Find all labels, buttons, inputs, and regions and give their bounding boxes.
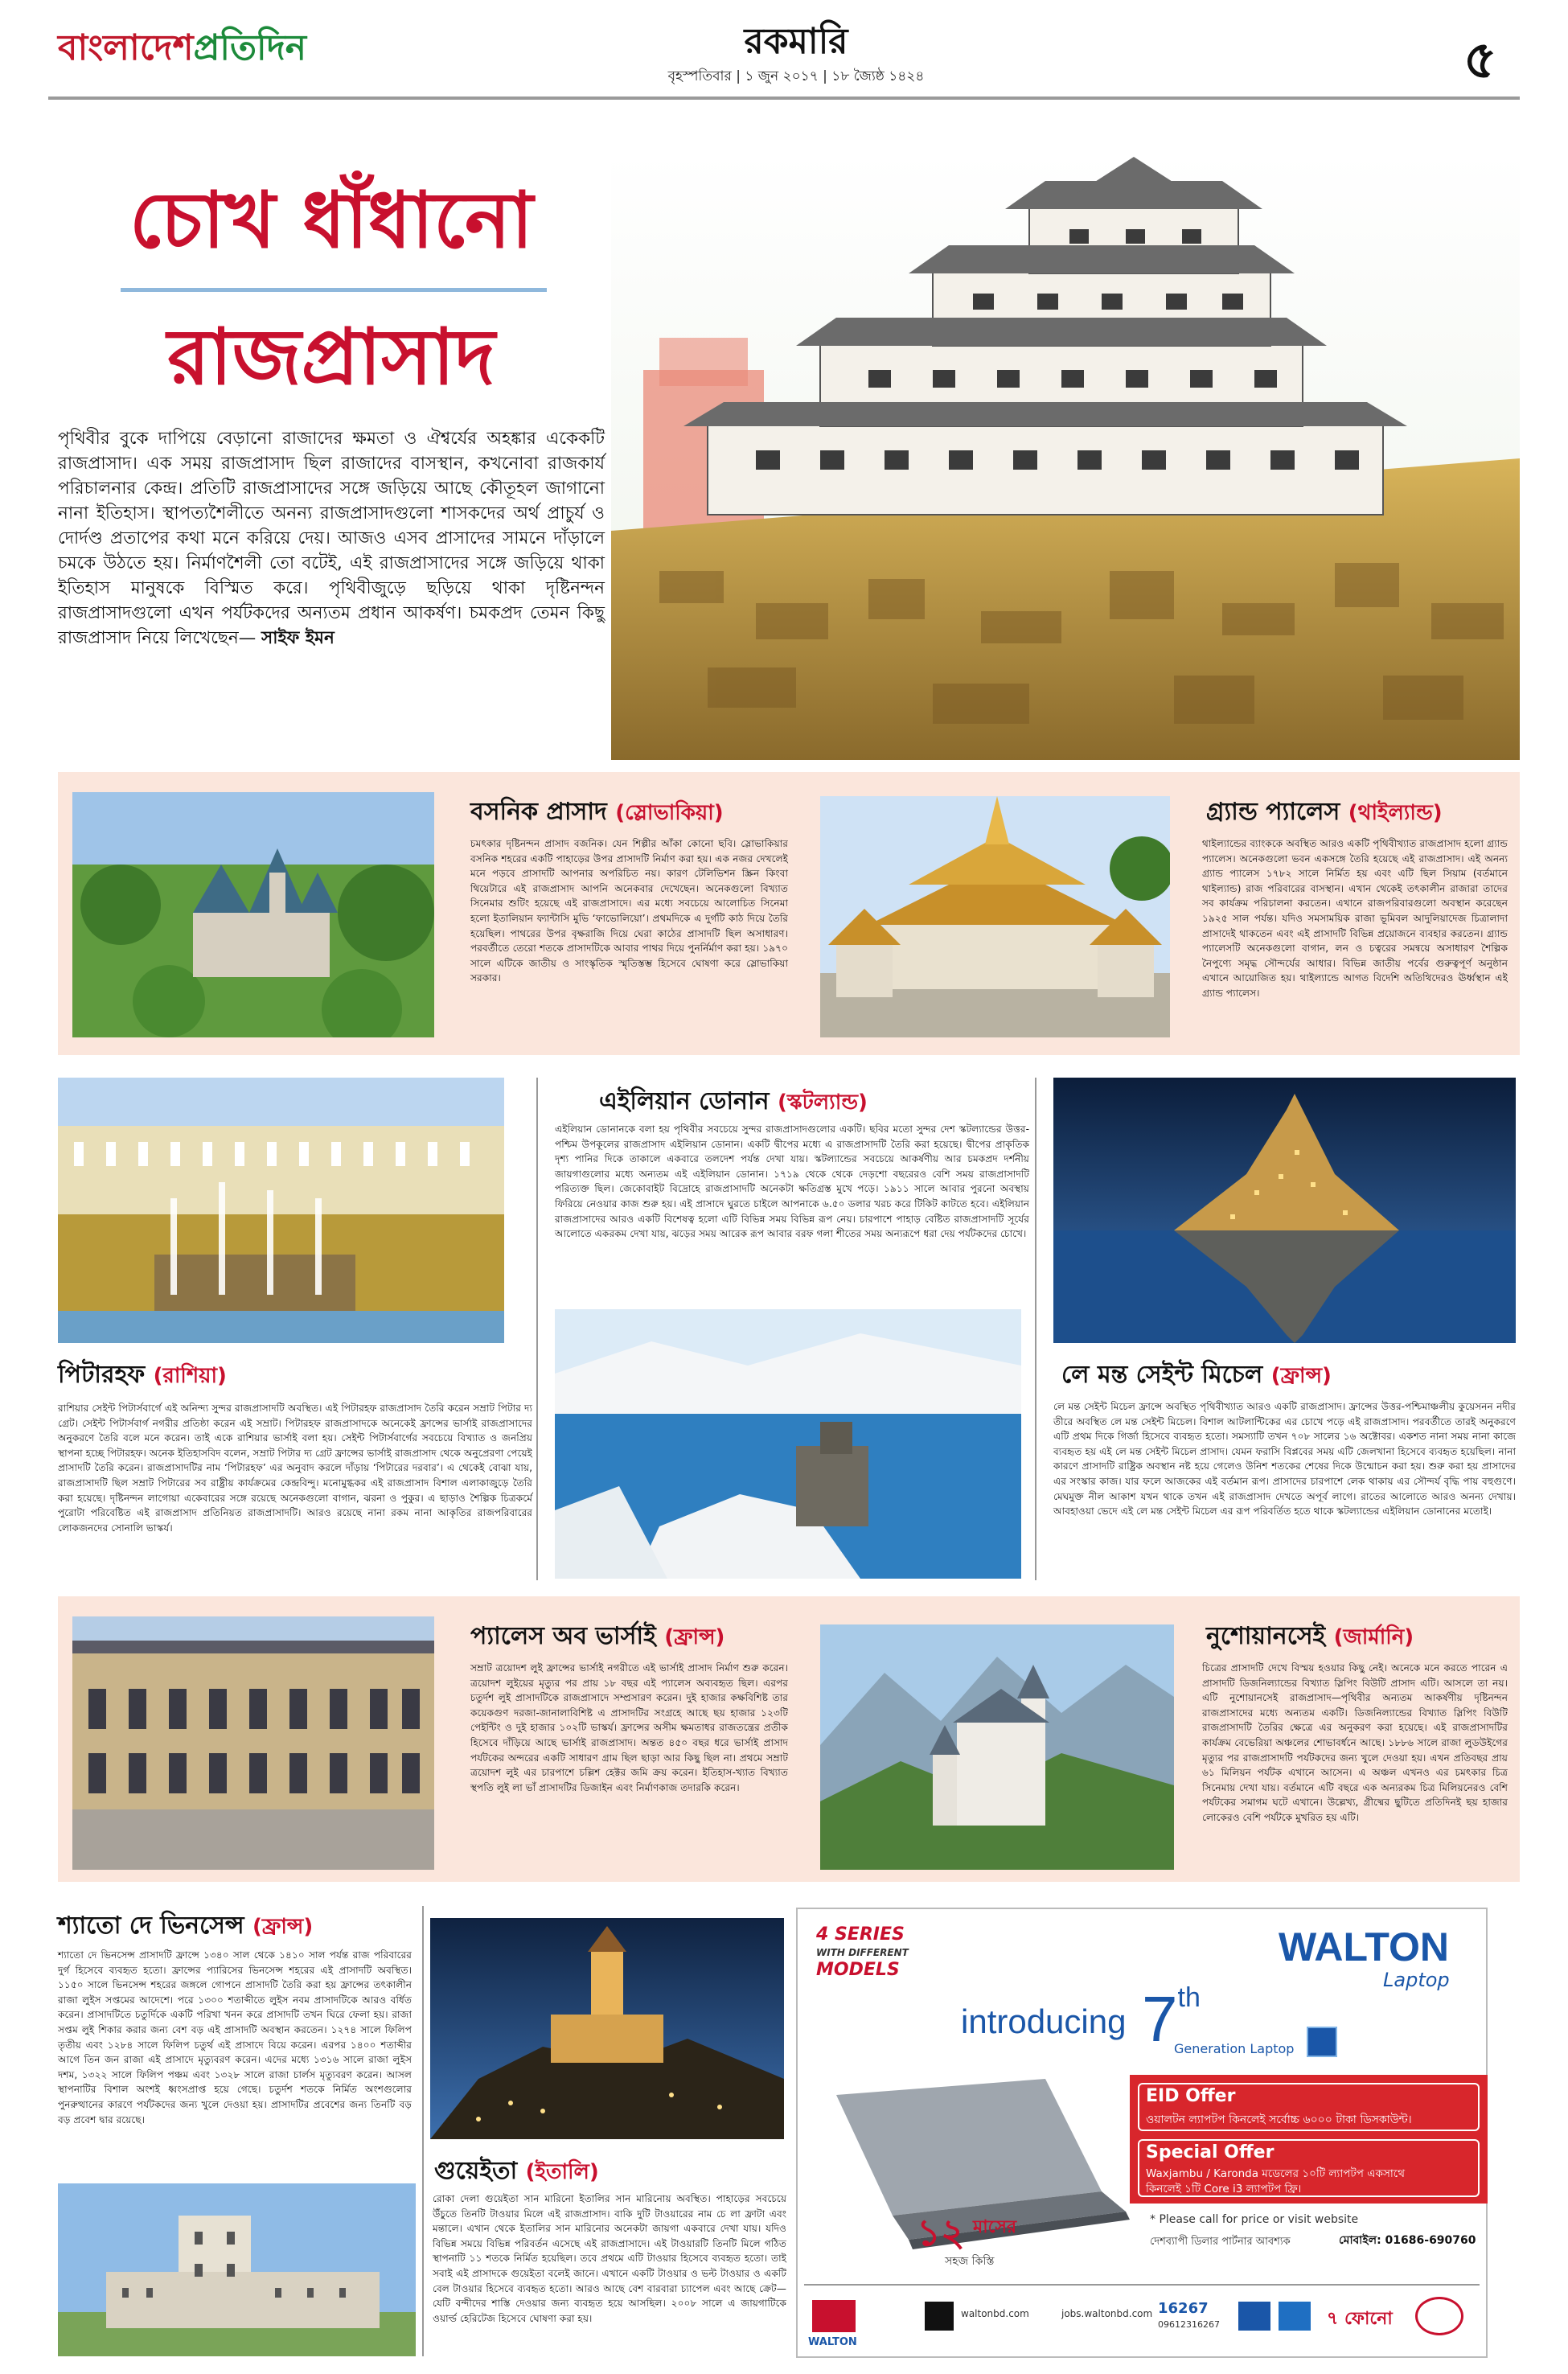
hotline-alt: 09612316267 [1158, 2319, 1220, 2330]
peterhof-image [58, 1078, 504, 1343]
column-divider [536, 1078, 538, 1580]
vincennes-image [58, 2183, 416, 2356]
mobile-number: মোবাইল: 01686-690760 [1339, 2234, 1476, 2247]
bojnice-text: চমৎকার দৃষ্টিনন্দন প্রাসাদ বজনিক। যেন শিল্পীর আঁকা কোনো ছবি। স্লোভাকিয়ার বসনিক শহরের একটি পাহাড়ের উপর প্রাসাদটি নির্মাণ করা হয়। এক নজর দেখলেই মনে পড়বে প্রাসাদটি আপনার অপরিচিত নয়। কারণ টেলিভিশন স্ক্রিন কিংবা থিয়েটারে এই রাজপ্রাসাদ আপনি অনেকবার দেখেছেন। অনেকগুলো বিখ্যাত সিনেমার শুটিং হয়েছে এই রাজপ্রাসাদে। এর মধ্যে সবচেয়ে আলোচিত সিনেমা হলো ইতালিয়ান ফ্যান্টাসি মুভি ‘ফাভোলিয়ো’। প্রথমদিকে এ দুর্গটি কাঠ দিয়ে তৈরি হয়েছিল। পাথরের উপর বৃক্ষরাজি দিয়ে ঘেরা কাঠের প্রাসাদটি ছিল অসাধারণ। পরবর্তীতে তেরো শতকে প্রাসাদটিকে আবার পাথর দিয়ে পুনর্নির্মাণ করা হয়। ১৯৭০ সালে এটিকে জাতীয় ও সাংস্কৃতিক স্মৃতিস্তম্ভ হিসেবে ঘোষণা করে স্লোভাকিয়া সরকার। [470, 838, 788, 984]
mont-saint-michel-image [1053, 1078, 1516, 1343]
column-divider [1035, 1078, 1036, 1580]
generation-text: Generation Laptop [1174, 2041, 1295, 2056]
mont-text: লে মন্ত সেইন্ট মিচেল ফ্রান্সে অবস্থিত পৃথিবীখ্যাত আরও একটি রাজপ্রাসাদ। ফ্রান্সের উত্তর-পশ্চিমাঞ্চলীয় কুয়েসনন নদীর তীরে অবস্থিত লে মন্ত সেইন্ট মিচেল। বিশাল আটলান্টিকের এর চোখে পড়ে এই রাজপ্রাসাদ। পরবর্তীতে তারই অনুকরণে এটি প্রথম দিকে গির্জা হিসেবে ব্যবহৃত হতো। সমস্যাটি তখন ৭০৮ সালের ১৬ অক্টোবর। একশত নানা সময় নানা কাজে ব্যবহৃত হয় এই লে মন্ত সেইন্ট মিচেল প্রাসাদ। যেমন ফরাসি বিপ্লবের সময় এটি জেলখানা হিসেবে ব্যবহৃত হয়েছিল। নানা কারণে প্রাসাদটি রাষ্ট্রিক অবস্থান নষ্ট হয়ে গেলেও উনিশ শতকের শেষের দিকে উন্মোচন করা হয়। শুরু করা হয় প্রাসাদের এর সংস্কার কাজ। যার ফলে আজকের এই বর্তমান রূপ। প্রাসাদের চারপাশে লেক থাকায় এর সৌন্দর্য বৃদ্ধি পায় বহুগুণে। মেঘমুক্ত নীল আকাশ যখন থাকে তখন এই রাজপ্রাসাদ দেখতে অপূর্ব লাগে। রাতের আলোতে আরও অনন্য দেখায়। আবহাওয়া ভেদে এই লে মন্ত সেইন্ট মিচেল এর রূপ পরিবর্তিত হতে থাকে স্কটল্যান্ডের এইলিয়ান ডোনানের মতোই। [1053, 1401, 1516, 1518]
bojnice-title: বসনিক প্রাসাদ (স্লোভাকিয়া) [470, 798, 724, 826]
eilean-title: এইলিয়ান ডোনান (স্কটল্যান্ড) [599, 1087, 868, 1115]
partner-logo: ৭ ফোনো [1327, 2309, 1393, 2329]
call-note: * Please call for price or visit website [1150, 2213, 1359, 2226]
walton-footer-logo-icon [812, 2300, 856, 2332]
website: waltonbd.com [961, 2308, 1029, 2319]
warranty-number: ১২ [917, 2211, 965, 2254]
special-offer-title: Special Offer [1146, 2142, 1275, 2162]
guaita-title: গুয়েইতা (ইতালি) [434, 2157, 599, 2185]
hotline: 16267 [1158, 2300, 1209, 2317]
column-divider [422, 1906, 424, 2356]
warranty-sub: সহজ কিস্তি [945, 2255, 995, 2268]
anniversary-badge-icon [1415, 2297, 1463, 2335]
seventh-numeral: 7th [1142, 1982, 1201, 2055]
headline-divider [121, 288, 547, 292]
laptop-icon [804, 2079, 1138, 2252]
jobs-website: jobs.waltonbd.com [1061, 2308, 1153, 2319]
mont-title: লে মন্ত সেইন্ট মিচেল (ফ্রান্স) [1061, 1361, 1332, 1389]
vincennes-title: শ্যাতো দে ভিনসেন্স (ফ্রান্স) [58, 1912, 314, 1940]
introducing-text: introducing [961, 2002, 1127, 2040]
intro-paragraph: পৃথিবীর বুকে দাপিয়ে বেড়ানো রাজাদের ক্ষমতা ও ঐশ্বর্যের অহঙ্কার একেকটি রাজপ্রাসাদ। এক সময় রাজপ্রাসাদ ছিল রাজাদের বাসস্থান, কখনোবা রাজকার্য পরিচালনার কেন্দ্র। প্রতিটি রাজপ্রাসাদের সঙ্গে জড়িয়ে আছে কৌতূহল জাগানো নানা ইতিহাস। স্থাপত্যশৈলীতে অনন্য রাজপ্রাসাদগুলো শাসকদের অর্থ প্রাচুর্য ও দোর্দণ্ড প্রতাপের কথা মনে করিয়ে দেয়। আজও এসব প্রাসাদের সামনে দাঁড়ালে চমকে উঠতে হয়। নির্মাণশৈলী তো বটেই, এই রাজপ্রাসাদের সঙ্গে জড়িয়ে থাকা ইতিহাস মানুষকে বিস্মিত করে। পৃথিবীজুড়ে ছড়িয়ে থাকা দৃষ্টিনন্দন রাজপ্রাসাদগুলো এখন পর্যটকদের অন্যতম প্রধান আকর্ষণ। চমকপ্রদ তেমন কিছু রাজপ্রাসাদ নিয়ে লিখেছেন— সাইফ ইমন [58, 429, 605, 648]
ad-series-badge: 4 SERIES WITH DIFFERENT MODELS [816, 1924, 909, 1980]
dealer-note: দেশব্যাপী ডিলার পার্টনার আবশ্যক [1150, 2236, 1291, 2248]
peterhof-title: পিটারহফ (রাশিয়া) [58, 1361, 227, 1389]
guaita-text: রোকা দেলা গুয়েইতা সান মারিনো ইতালির সান মারিনোয় অবস্থিত। পাহাড়ের সবচেয়ে উঁচুতে তিনটি টাওয়ার মিলে এই রাজপ্রাসাদ। বাকি দুটি টাওয়ারের নাম চে লা ফ্রাটা এবং মন্তালে। এখান থেকে ইতালির সান মারিনোর অনেকটা জায়গা একবারে দেখা যায়। যদিও বিভিন্ন সময়ে বিভিন্ন পরিবর্তন এসেছে এই রাজপ্রাসাদে। এই টাওয়ারটি তিনটি মিলে গঠিত স্থাপনাটি ১১ শতকে নির্মিত হয়েছিল। তবে প্রথমে এটি টাওয়ার হিসেবে ব্যবহৃত হতো। তাই সবাই এই প্রাসাদকে গুয়েইতা বলেই জানে। এখানে একটি টাওয়ার ও ভল্ট টাওয়ার ও একটি বেল টাওয়ার হিসেবে ব্যবহৃত হতো। আরও আছে বেশ বারবারা চ্যাপেল এবং আছে ক্রেট—যেটি বন্দীদের শাস্তি দেওয়ার জন্য ব্যবহৃত হয়ে আসছিল। ২০০৮ সালে এ জায়গাটিকে ওয়ার্ল্ড হেরিটেজ হিসেবে ঘোষণা করা হয়। [433, 2193, 786, 2324]
peterhof-text: রাশিয়ার সেইন্ট পিটার্সবার্গে এই অনিন্দ্য সুন্দর রাজপ্রাসাদটি অবস্থিত। এই পিটারহফ রাজপ্রাসাদ তৈরি করেন সম্রাট পিটার দ্য গ্রেট। সেইন্ট পিটার্সবার্গ নগরীর প্রতিষ্ঠা করেন এই সম্রাট। পিটারহফ রাজপ্রাসাদকে অনেকেই ফ্রান্সের ভার্সাই রাজপ্রাসাদের অনুকরণে তৈরি বলে মনে করেন। তাই একে রাশিয়ার ভার্সাই বলা হয়। সেইন্ট পিটার্সবার্গের সবচেয়ে বিখ্যাত ও জনপ্রিয় স্থাপনা হচ্ছে পিটারহফ। অনেক ইতিহাসবিদ বলেন, সম্রাট পিটার দ্য গ্রেট ফ্রান্সের ভার্সাই রাজপ্রাসাদ থেকে অনুপ্রেরণা পেয়েই প্রাসাদটি তৈরি করেন। রাজপ্রাসাদটির নাম ‘পিটারহফ’ এর অনুবাদ করলে দাঁড়ায় ‘পিটারের দরবার’। এ থেকেই বোঝা যায়, রাজপ্রাসাদটি ছিল সম্রাট পিটারের সব রাষ্ট্রীয় কার্যক্রমের কেন্দ্রবিন্দু। মনোমুগ্ধকর এই রাজপ্রাসাদ বিশাল এলাকাজুড়ে তৈরি করা হয়েছে। দৃষ্টিনন্দন লাগোয়া একেবারের সঙ্গে রয়েছে অনেকগুলো বাগান, ঝরনা ও পুকুর। এ ছাড়াও শৈল্পিক চিত্রকর্মে পুরোটা পরিবেষ্টিত এই রাজপ্রাসাদ প্রতিনিয়ত রাজপ্রাসাদটি। আরও রয়েছে নানা রকম নানা আকৃতির রাজপরিবারের লোকজনদের সোনালি ভাস্কর্য। [58, 1403, 532, 1534]
neuschwanstein-image [820, 1624, 1174, 1870]
intel-footer-icon [1238, 2302, 1270, 2331]
issue-date: বৃহস্পতিবার | ১ জুন ২০১৭ | ১৮ জ্যৈষ্ঠ ১৪২৪ [667, 68, 925, 84]
headline-line1: চোখ ধাঁধানো [129, 175, 534, 265]
page-number: ৫ [1463, 31, 1497, 90]
hero-castle-image [611, 153, 1520, 760]
walton-logo: WALTON [1279, 1924, 1450, 1969]
guaita-image [430, 1918, 784, 2139]
eilean-text: এইলিয়ান ডোনানকে বলা হয় পৃথিবীর সবচেয়ে সুন্দর রাজপ্রাসাদগুলোর একটি। ছবির মতো সুন্দর দেশ স্কটল্যান্ডের উত্তর-পশ্চিম উপকূলের রাজপ্রাসাদ এইলিয়ান ডোনান। একটি দ্বীপের মধ্যে এ রাজপ্রাসাদটি তৈরি করা হয়েছে। দ্বীপের প্রাকৃতিক দৃশ্য পানির দিকে তাকালে একবারে তলদেশ পর্যন্ত দেখা যায়। স্কটল্যান্ডের সবচেয়ে আকর্ষণীয় আর চমকপ্রদ দর্শনীয় জায়গাগুলোর মধ্যে অন্যতম এই এইলিয়ান ডোনান। ১৭১৯ থেকে থেকে দেড়শো বছরেরও বেশি সময় রাজপ্রাসাদটি পরিত্যক্ত ছিল। জেকোবাইট বিদ্রোহে রাজপ্রাসাদটি অনেকটা ক্ষতিগ্রস্ত মুখে পড়ে। ১৯১১ সালে আবার পুরনো অবস্থায় ফিরিয়ে নেওয়ার কাজ শুরু হয়। এই প্রাসাদে ঘুরতে চাইলে আপনাকে ৬.৫০ ডলার খরচ করে টিকিট কাটতে হবে। এইলিয়ান রাজপ্রাসাদের আরও একটি বিশেষত্ব হলো এটি বিভিন্ন সময় বিভিন্ন রূপ নেয়। চারপাশে পাহাড় বেষ্টিত রাজপ্রাসাদটি সূর্যের আলোতে একরকম দেখা যায়, ঝড়ের সময় আরেক রূপ আবার বরফ গলা শীতের সময় অন্যরূপে ধরা দেয় পর্যটকদের চোখে। [555, 1123, 1029, 1240]
bojnice-castle-image [72, 792, 434, 1037]
versailles-title: প্যালেস অব ভার্সাই (ফ্রান্স) [470, 1622, 725, 1650]
versailles-text: সম্রাট ত্রয়োদশ লুই ফ্রান্সের ভার্সাই নগরীতে এই ভার্সাই প্রাসাদ নির্মাণ শুরু করেন। ত্রয়োদশ লুইয়ের মৃত্যুর পর প্রায় ১৮ বছর এই প্যালেস অব্যবহৃত ছিল। এরপর চতুর্দশ লুই প্রাসাদটিকে রাজপ্রাসাদে সম্প্রসারণ করেন। দুই হাজার কক্ষবিশিষ্ট তার কয়েকগুণ দরজা-জানালাবিশিষ্ট এ প্রাসাদটির সংগ্রহে আছে ছয় হাজার ১২৩টি পেইন্টিং ও দুই হাজার ১০২টি ভাস্কর্য। ফ্রান্সের অসীম ক্ষমতাধর রাজতন্ত্রের প্রতীক হিসেবে দাঁড়িয়ে আছে ভার্সাই রাজপ্রাসাদ। অন্তত ৪৫০ বছর ধরে ভার্সাই প্রাসাদ পর্যটকের অন্দরের একটি সাধারণ গ্রাম ছিল ছাড়া আর কিছু ছিল না। প্রথমে সম্রাট ত্রয়োদশ লুই এর চারপাশে চল্লিশ হেক্টর জমি ক্রয় করেন। ইতিহাস-খ্যাত বিখ্যাত স্থপতি লুই লা ভাঁ প্রাসাদটির ডিজাইন এবং নির্মাণকাজ তদারকি করেন। [470, 1662, 788, 1793]
walton-footer-brand: WALTON [808, 2336, 857, 2348]
eilean-donan-image [555, 1309, 1021, 1579]
intel-badge-icon [1307, 2027, 1337, 2057]
neuschwanstein-title: নুশোয়ানসেই (জার্মানি) [1206, 1622, 1414, 1650]
masthead-rule [48, 97, 1520, 100]
newspaper-brand: বাংলাদেশপ্রতিদিন [58, 27, 306, 68]
headline-line2: রাজপ্রাসাদ [167, 311, 495, 402]
grand-palace-text: থাইল্যান্ডের ব্যাংককে অবস্থিত আরও একটি পৃথিবীখ্যাত রাজপ্রাসাদ হলো গ্র্যান্ড প্যালেস। অনেকগুলো ভবন একসঙ্গে তৈরি হয়েছে এই রাজপ্রাসাদ। এই অনন্য গ্র্যান্ড প্যালেস ১৭৮২ সালে নির্মিত হয় এবং এটি ছিল সিয়াম (বর্তমানে থাইল্যান্ড) রাজ পরিবারের বাসস্থান। এখান থেকেই তৎকালীন রাজারা তাদের সব কার্যক্রম পরিচালনা করতেন। এখানে রাজপরিবারগুলো অবস্থান করেছেন ১৯২৫ সাল পর্যন্ত। যদিও সমসাময়িক রাজা ভূমিবল আদুলিয়াদেজ চিত্রালাদা প্রাসাদেই থাকতেন এবং এই প্রাসাদটি বিভিন্ন প্রয়োজনে ব্যবহার করতেন। গ্র্যান্ড প্যালেসটি অনেকগুলো বাগান, লন ও চত্বরের সমন্বয়ে অসাধারণ শৈল্পিক নৈপুণ্যে সমৃদ্ধ সৌন্দর্যের আধার। বিভিন্ন জাতীয় পর্বের গুরুত্বপূর্ণ অনুষ্ঠান এখানে আয়োজিত হয়। থাইল্যান্ডে আগত বিদেশি অতিথিদেরও ঊর্ধ্বস্থান এই গ্র্যান্ড প্যালেস। [1202, 838, 1508, 999]
grand-palace-title: গ্র্যান্ড প্যালেস (থাইল্যান্ড) [1206, 798, 1443, 826]
eid-offer-text: ওয়ালটন ল্যাপটপ কিনলেই সর্বোচ্চ ৬০০০ টাকা ডিসকাউন্ট। [1146, 2113, 1412, 2126]
ad-footer-rule [804, 2284, 1480, 2286]
neuschwanstein-text: চিত্রের প্রাসাদটি দেখে বিস্ময় হওয়ার কিছু নেই। অনেকে মনে করতে পারেন এ প্রাসাদটি ডিজনিল্যান্ডের বিখ্যাত স্লিপিং বিউটি প্রাসাদ এটি। আসলে তা নয়। এটি নুশোয়ানসেই রাজপ্রাসাদ—পৃথিবীর অন্যতম আকর্ষণীয় দৃষ্টিনন্দন রাজপ্রাসাদের মধ্যে অন্যতম একটি। ডিজনিল্যান্ডের বিখ্যাত স্লিপিং বিউটি রাজপ্রাসাদটি তৈরির ক্ষেত্রে এর অনুকরণ করা হয়েছে। এই রাজপ্রাসাদটির কার্যক্রম বেভেরিয়া অঞ্চলের শোভাবর্ধনে আছে। ১৮৮৬ সালে রাজা লুডউইগের মৃত্যুর পর রাজপ্রাসাদটি পর্যটকদের জন্য খুলে দেওয়া হয়। এখন প্রতিবছর প্রায় ৬১ মিলিয়ন পর্যটক এখানে আসেন। এ অঞ্চল এখনও এর চমৎকার চিত্র সিনেমায় দেখা যায়। বর্তমানে এটি বছরে এক অন্যরকম চিত্র মিলিয়নেরও বেশি পর্যটকের সমাগম ঘটে এখানে। উল্লেখ্য, গ্রীষ্মের ছুটিতে প্রতিদিনই ছয় হাজার লোকেরও বেশি পর্যটকে মুখরিত হয় এটি। [1202, 1662, 1508, 1823]
windows-footer-icon [1279, 2302, 1311, 2331]
special-offer-text1: Waxjambu / Karonda মডেলের ১০টি ল্যাপটপ একসাথে [1146, 2167, 1405, 2180]
vincennes-text: শ্যাতো দে ভিনসেন্স প্রাসাদটি ফ্রান্সে ১৩৪০ সাল থেকে ১৪১০ সাল পর্যন্ত রাজ পরিবারের দুর্গ হিসেবে ব্যবহৃত হতো। ফ্রান্সের প্যারিসের ভিনসেন্স শহরের এই প্রাসাদটি অবস্থিত। ১১৫০ সালে ভিনসেন্স শহরের জঙ্গলে গোপনে প্রাসাদটি তৈরি করা হয় ফ্রান্সের তৎকালীন রাজা লুইস সপ্তমের আদেশে। পরে ১৩০০ শতাব্দীতে লুইস নবম প্রাসাদটিকে আরও বর্ধিত করেন। প্রাসাদটিতে চতুর্দিকে একটি পরিখা খনন করে প্রাসাদটি তখন ঘিরে ফেলা হয়। রাজা সপ্তম লুই শিকার করার জন্য বেশ বড় এই প্রাসাদটি অবস্থান করতেন। ১২৭৪ সালে ফিলিপ তৃতীয় এবং ১২৮৪ সালে ফিলিপ চতুর্থ এই প্রাসাদে বিয়ে করেন। এরপর ১৪০০ শতাব্দীর আগে তিন জন রাজা এই প্রাসাদে মৃত্যুবরণ করেন। এদের মধ্যে ১৩১৬ সালে রাজা লুইস দশম, ১৩২২ সালে ফিলিপ পঞ্চম এবং ১৩২৮ সালে রাজা চার্লস মৃত্যুবরণ করেন। আসল স্থাপনাটির বিশাল অংশই ধ্বংসপ্রাপ্ত হয়ে গেছে। চতুর্দশ শতকে নির্মিত অংশগুলোর পুনরুত্থানের কারণে পর্যটকদের জন্য খুলে দেওয়া হয়। প্রাসাদটির প্রবেশের জন্য তিনটি বড় বড় প্রবেশ দ্বার রয়েছে। [58, 1949, 412, 2126]
eid-offer-title: EID Offer [1146, 2086, 1236, 2106]
laptop-subtitle: Laptop [1383, 1969, 1450, 1991]
author-name: সাইফ ইমন [261, 628, 335, 648]
versailles-image [72, 1616, 434, 1870]
warranty-word: মাসের [973, 2217, 1017, 2237]
special-offer-text2: কিনলেই ১টি Core i3 ল্যাপটপ ফ্রি। [1146, 2183, 1302, 2195]
grand-palace-image [820, 796, 1170, 1037]
qr-code-icon [925, 2302, 954, 2331]
section-title: রকমারি [744, 21, 848, 62]
